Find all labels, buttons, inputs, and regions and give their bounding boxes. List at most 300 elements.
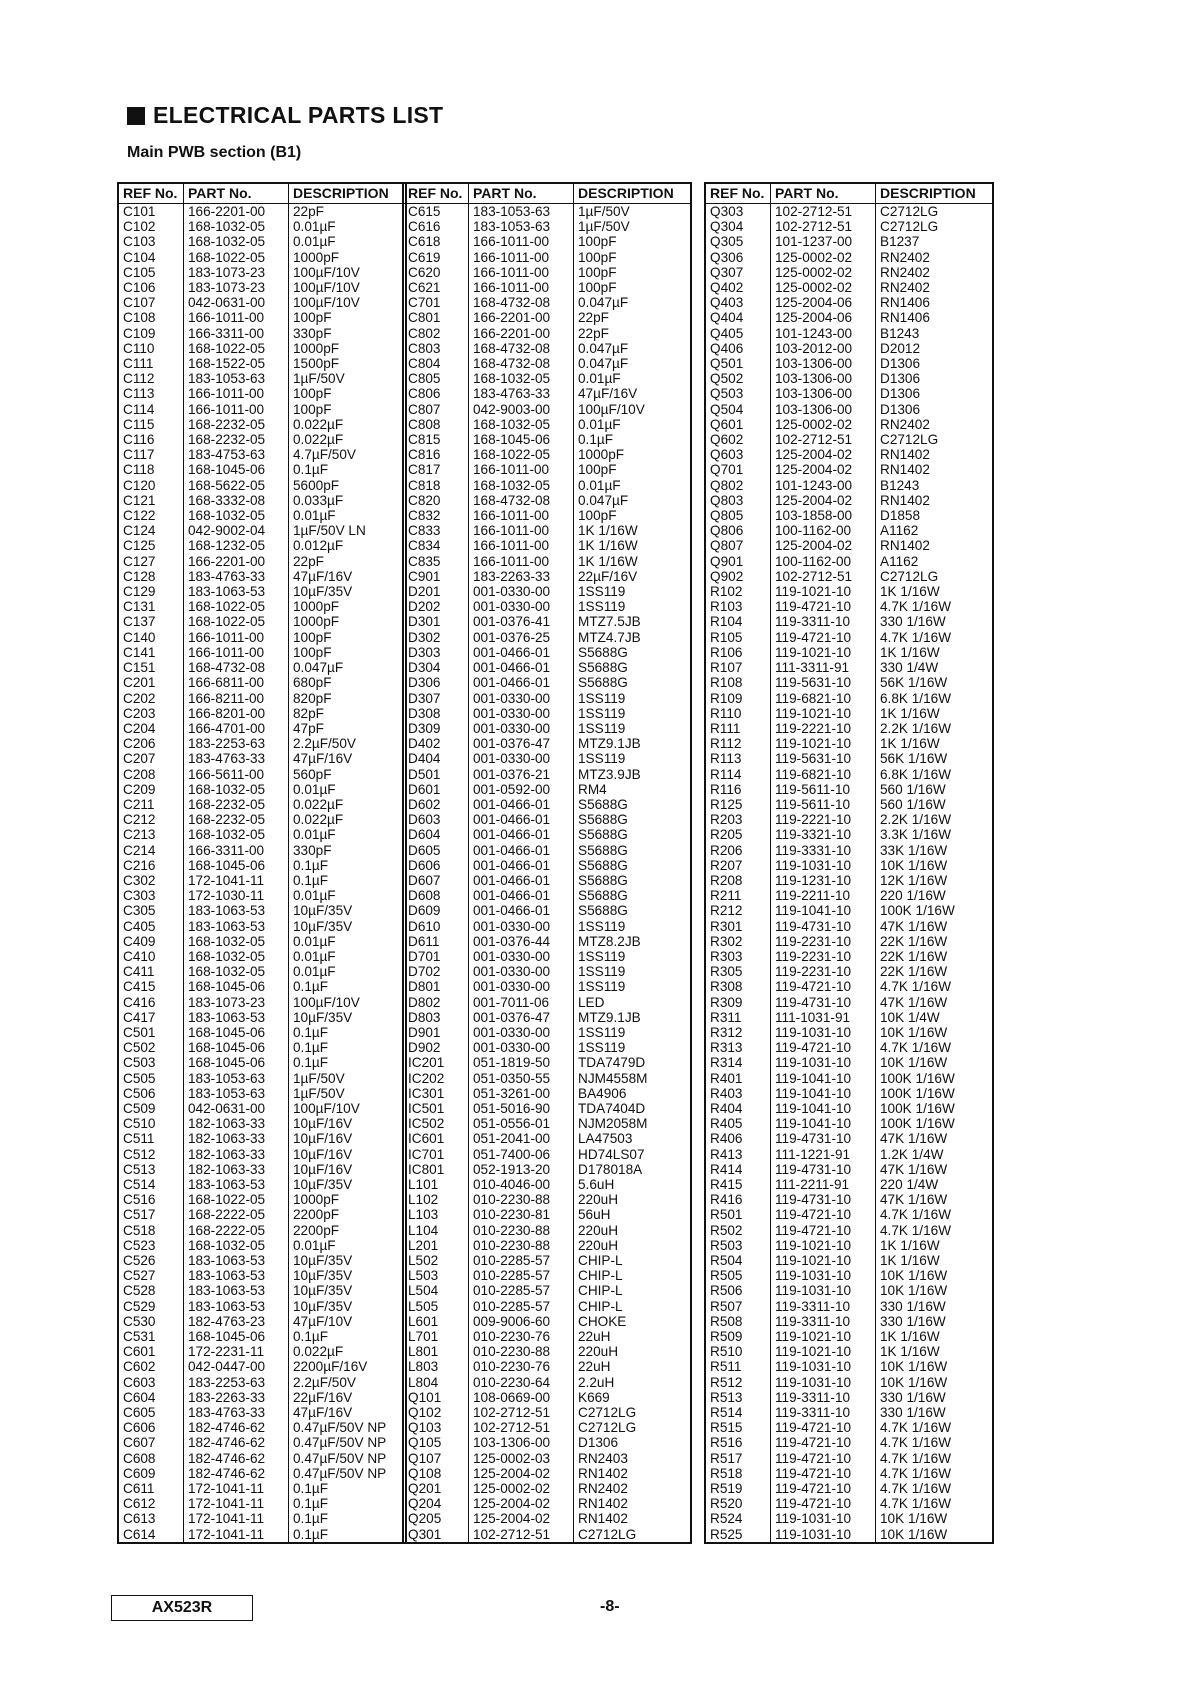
description-cell: 0.022µF [293,812,344,828]
part-no-cell: 001-0466-01 [469,843,574,858]
ref-no-cell: R206 [706,843,771,858]
table-row [706,1299,992,1314]
part-no-cell: 119-4721-10 [771,1451,876,1466]
table-row [706,797,992,812]
description-cell: 0.01µF [293,219,336,235]
table-row [119,1055,405,1070]
description-cell: 10µF/35V [293,1253,353,1269]
description-cell: 0.1µF [293,1055,329,1071]
table-row [119,1010,405,1025]
part-no-cell: 168-2232-05 [184,812,289,827]
table-row [404,356,690,371]
table-row [706,1344,992,1359]
description-cell: 4.7K 1/16W [880,979,952,995]
description-cell: 330 1/4W [880,660,939,676]
table-row [706,584,992,599]
part-no-cell: 119-3311-10 [771,1390,876,1405]
part-no-cell: 183-1063-53 [184,1299,289,1314]
part-no-cell: 168-1045-06 [469,432,574,447]
table-row [119,478,405,493]
ref-no-cell: L201 [404,1238,469,1253]
ref-no-cell: D611 [404,934,469,949]
table-row [119,371,405,386]
table-row [706,675,992,690]
table-row [706,432,992,447]
part-no-cell: 001-7011-06 [469,995,574,1010]
description-cell: 100pF [293,401,332,417]
table-row [404,204,690,220]
description-cell: 0.047µF [578,356,629,372]
ref-no-cell: C116 [119,432,184,447]
ref-no-cell: C124 [119,523,184,538]
ref-no-cell: R511 [706,1359,771,1374]
table-row [119,265,405,280]
ref-no-cell: C201 [119,675,184,690]
description-cell: 47K 1/16W [880,918,948,934]
part-no-cell: 166-1011-00 [469,234,574,249]
description-cell: 0.047µF [578,492,629,508]
description-cell: RN1406 [880,295,930,311]
description-cell: 56K 1/16W [880,675,948,691]
column-header: REF No. [404,184,469,204]
ref-no-cell: R505 [706,1268,771,1283]
part-no-cell: 111-1221-91 [771,1147,876,1162]
description-cell: RN1402 [578,1496,628,1512]
table-row [404,797,690,812]
description-cell: 47µF/16V [293,1405,353,1421]
description-cell: RN1406 [880,310,930,326]
description-cell: 100pF [578,264,617,280]
description-cell: 330 1/16W [880,1313,946,1329]
description-cell: 100K 1/16W [880,1070,955,1086]
ref-no-cell: R311 [706,1010,771,1025]
ref-no-cell: R509 [706,1329,771,1344]
part-no-cell: 168-1032-05 [469,417,574,432]
ref-no-cell: R514 [706,1405,771,1420]
description-cell: 0.47µF/50V NP [293,1420,387,1436]
table-row [706,630,992,645]
table-row [706,1253,992,1268]
table-row [404,782,690,797]
part-no-cell: 001-0466-01 [469,675,574,690]
part-no-cell: 001-0466-01 [469,827,574,842]
description-cell: 1µF/50V [578,204,630,219]
part-no-cell: 111-1031-91 [771,1010,876,1025]
part-no-cell: 119-1031-10 [771,1055,876,1070]
description-cell: RM4 [578,781,607,797]
part-no-cell: 183-2263-33 [469,569,574,584]
part-no-cell: 010-2230-76 [469,1359,574,1374]
description-cell: 220uH [578,1344,619,1360]
description-cell: 0.1µF [293,1496,329,1512]
ref-no-cell: R109 [706,691,771,706]
ref-no-cell: D604 [404,827,469,842]
part-no-cell: 119-4731-10 [771,919,876,934]
part-no-cell: 001-0330-00 [469,721,574,736]
ref-no-cell: C131 [119,599,184,614]
ref-no-cell: C501 [119,1025,184,1040]
description-cell: 1SS119 [578,599,626,615]
ref-no-cell: C409 [119,934,184,949]
ref-no-cell: Q103 [404,1420,469,1435]
ref-no-cell: D702 [404,964,469,979]
ref-no-cell: D308 [404,706,469,721]
description-cell: 4.7µF/50V [293,447,356,463]
description-cell: 0.022µF [293,432,344,448]
description-cell: 2.2µF/50V [293,1374,356,1390]
ref-no-cell: C802 [404,326,469,341]
part-no-cell: 111-2211-91 [771,1177,876,1192]
part-no-cell: 051-0556-01 [469,1116,574,1131]
table-row [404,371,690,386]
ref-no-cell: C512 [119,1147,184,1162]
description-cell: 100pF [578,249,617,265]
description-cell: D1306 [880,356,921,372]
part-no-cell: 166-3311-00 [184,326,289,341]
table-row [119,386,405,401]
part-no-cell: 182-4746-62 [184,1451,289,1466]
description-cell: RN2402 [880,280,930,296]
table-row [706,964,992,979]
part-no-cell: 102-2712-51 [771,219,876,234]
ref-no-cell: C207 [119,751,184,766]
table-row [119,1086,405,1101]
part-no-cell: 182-1063-33 [184,1131,289,1146]
table-row [404,691,690,706]
part-no-cell: 119-1031-10 [771,1511,876,1526]
description-cell: S5688G [578,888,628,904]
description-cell: 10µF/35V [293,1177,353,1192]
part-no-cell: 119-1021-10 [771,584,876,599]
table-row [706,250,992,265]
table-row [706,1040,992,1055]
part-no-cell: 102-2712-51 [469,1420,574,1435]
description-cell: 4.7K 1/16W [880,1207,952,1223]
description-cell: 1SS119 [578,964,626,980]
description-cell: 1µF/50V [293,371,345,387]
description-cell: 1SS119 [578,1024,626,1040]
ref-no-cell: R506 [706,1283,771,1298]
part-no-cell: 168-1032-05 [184,1238,289,1253]
description-cell: D1306 [880,371,921,387]
part-no-cell: 168-4732-08 [469,356,574,371]
description-cell: RN2402 [578,1481,628,1497]
table-row [404,995,690,1010]
column-header: PART No. [469,184,574,204]
table-row [119,554,405,569]
ref-no-cell: D609 [404,903,469,918]
part-no-cell: 172-1041-11 [184,1496,289,1511]
description-cell: 1.2K 1/4W [880,1146,944,1162]
part-no-cell: 119-1031-10 [771,1025,876,1040]
description-cell: 100K 1/16W [880,1100,955,1116]
ref-no-cell: C151 [119,660,184,675]
table-row [119,1162,405,1177]
table-row [119,1511,405,1526]
description-cell: C2712LG [880,432,939,448]
ref-no-cell: C103 [119,234,184,249]
table-row [404,1192,690,1207]
table-row [706,1086,992,1101]
table-row [119,523,405,538]
description-cell: RN1402 [880,492,930,508]
part-no-cell: 010-2230-81 [469,1207,574,1222]
table-row [119,843,405,858]
table-row [706,873,992,888]
ref-no-cell: D902 [404,1040,469,1055]
ref-no-cell: C140 [119,630,184,645]
description-cell: 2.2K 1/16W [880,720,952,736]
part-no-cell: 125-0002-02 [771,250,876,265]
ref-no-cell: Q305 [706,234,771,249]
part-no-cell: 168-4732-08 [184,660,289,675]
table-row [706,280,992,295]
part-no-cell: 182-4763-23 [184,1314,289,1329]
part-no-cell: 119-1021-10 [771,1253,876,1268]
description-cell: 1µF/50V [578,219,630,235]
table-row [119,751,405,766]
part-no-cell: 168-1032-05 [184,219,289,234]
part-no-cell: 042-9003-00 [469,402,574,417]
ref-no-cell: C502 [119,1040,184,1055]
ref-no-cell: R513 [706,1390,771,1405]
ref-no-cell: C128 [119,569,184,584]
table-row [404,1086,690,1101]
part-no-cell: 166-5611-00 [184,767,289,782]
description-cell: 330 1/16W [880,1405,946,1421]
part-no-cell: 119-3311-10 [771,1299,876,1314]
part-no-cell: 119-3311-10 [771,1314,876,1329]
table-row [404,675,690,690]
description-cell: MTZ8.2JB [578,933,641,949]
part-no-cell: 168-1032-05 [469,371,574,386]
table-row [706,1283,992,1298]
ref-no-cell: C619 [404,250,469,265]
column-header: DESCRIPTION [876,184,993,204]
table-row [119,949,405,964]
table-row [706,1162,992,1177]
parts-table-1 [117,182,407,1544]
ref-no-cell: D303 [404,645,469,660]
part-no-cell: 119-5611-10 [771,782,876,797]
part-no-cell: 168-1045-06 [184,1329,289,1344]
part-no-cell: 001-0376-25 [469,630,574,645]
description-cell: LED [578,994,605,1010]
part-no-cell: 119-4731-10 [771,995,876,1010]
table-row [119,1435,405,1450]
ref-no-cell: Q803 [706,493,771,508]
part-no-cell: 183-1063-53 [184,1010,289,1025]
table-row [404,341,690,356]
table-row [706,508,992,523]
table-row [404,1207,690,1222]
table-row [404,1481,690,1496]
description-cell: RN2402 [880,249,930,265]
ref-no-cell: R501 [706,1207,771,1222]
part-no-cell: 183-2253-63 [184,1375,289,1390]
part-no-cell: 001-0330-00 [469,964,574,979]
description-cell: 330 1/16W [880,1298,946,1314]
table-row [119,326,405,341]
description-cell: 47µF/16V [578,386,638,402]
table-row [119,1223,405,1238]
table-row [706,934,992,949]
part-no-cell: 119-1021-10 [771,645,876,660]
table-row [706,919,992,934]
table-row [119,219,405,234]
page-title [127,102,443,129]
table-row [706,888,992,903]
table-row [119,1192,405,1207]
description-cell: 100pF [293,629,332,645]
part-no-cell: 042-0631-00 [184,295,289,310]
table-row [119,204,405,220]
ref-no-cell: R520 [706,1496,771,1511]
table-row [119,964,405,979]
part-no-cell: 166-1011-00 [184,630,289,645]
ref-no-cell: Q107 [404,1451,469,1466]
ref-no-cell: Q902 [706,569,771,584]
description-cell: 10µF/16V [293,1161,353,1177]
ref-no-cell: C104 [119,250,184,265]
part-no-cell: 168-1045-06 [184,462,289,477]
ref-no-cell: R414 [706,1162,771,1177]
part-no-cell: 119-6821-10 [771,691,876,706]
description-cell: 0.01µF [578,477,621,493]
table-row [706,660,992,675]
table-row [119,1147,405,1162]
part-no-cell: 119-4731-10 [771,1192,876,1207]
part-no-cell: 119-1021-10 [771,706,876,721]
part-no-cell: 168-1022-05 [469,447,574,462]
part-no-cell: 119-3331-10 [771,843,876,858]
part-no-cell: 168-1232-05 [184,538,289,553]
ref-no-cell: C803 [404,341,469,356]
description-cell: 0.022µF [293,416,344,432]
part-no-cell: 119-4721-10 [771,1496,876,1511]
table-row [119,614,405,629]
ref-no-cell: R112 [706,736,771,751]
table-row [706,1511,992,1526]
table-row [706,1405,992,1420]
ref-no-cell: C602 [119,1359,184,1374]
table-row [119,1344,405,1359]
description-cell: C2712LG [578,1420,637,1436]
description-cell: S5688G [578,675,628,691]
part-no-cell: 119-3321-10 [771,827,876,842]
table-row [706,554,992,569]
ref-no-cell: C604 [119,1390,184,1405]
part-no-cell: 125-2004-06 [771,295,876,310]
parts-table [706,184,992,1542]
part-no-cell: 051-3261-00 [469,1086,574,1101]
description-cell: NJM4558M [578,1070,648,1086]
ref-no-cell: D607 [404,873,469,888]
description-cell: 100µF/10V [293,295,360,311]
ref-no-cell: D302 [404,630,469,645]
part-no-cell: 119-4731-10 [771,1131,876,1146]
table-row [706,691,992,706]
description-cell: 4.7K 1/16W [880,1481,952,1497]
page-title-text: ELECTRICAL PARTS LIST [153,102,444,128]
description-cell: 2.2uH [578,1374,615,1390]
part-no-cell: 183-1053-63 [184,371,289,386]
ref-no-cell: C614 [119,1527,184,1542]
table-row [404,1527,690,1542]
table-row [404,949,690,964]
table-row [404,614,690,629]
description-cell: 0.1µF [293,979,329,995]
part-no-cell: 101-1243-00 [771,326,876,341]
part-no-cell: 103-1858-00 [771,508,876,523]
description-cell: 47µF/10V [293,1313,353,1329]
part-no-cell: 125-0002-02 [771,280,876,295]
table-row [706,1238,992,1253]
part-no-cell: 172-1041-11 [184,1481,289,1496]
table-row [404,1010,690,1025]
ref-no-cell: Q403 [706,295,771,310]
description-cell: 0.1µF [293,872,329,888]
part-no-cell: 119-4721-10 [771,599,876,614]
ref-no-cell: C601 [119,1344,184,1359]
ref-no-cell: C111 [119,356,184,371]
part-no-cell: 125-0002-02 [469,1481,574,1496]
table-row [119,782,405,797]
table-row [404,645,690,660]
ref-no-cell: R312 [706,1025,771,1040]
ref-no-cell: C528 [119,1283,184,1298]
ref-no-cell: C209 [119,782,184,797]
table-row [404,250,690,265]
ref-no-cell: C603 [119,1375,184,1390]
ref-no-cell: C834 [404,538,469,553]
part-no-cell: 102-2712-51 [771,569,876,584]
description-cell: 0.1µF [293,1024,329,1040]
part-no-cell: 168-1045-06 [184,979,289,994]
part-no-cell: 042-0631-00 [184,1101,289,1116]
description-cell: 1SS119 [578,584,626,600]
part-no-cell: 183-1063-53 [184,919,289,934]
ref-no-cell: C305 [119,903,184,918]
table-row [119,280,405,295]
column-header: DESCRIPTION [289,184,406,204]
table-row [706,706,992,721]
ref-no-cell: Q502 [706,371,771,386]
table-row [119,1314,405,1329]
part-no-cell: 001-0376-47 [469,1010,574,1025]
ref-no-cell: C618 [404,234,469,249]
description-cell: 22µF/16V [293,1389,353,1405]
part-no-cell: 001-0466-01 [469,888,574,903]
table-row [404,660,690,675]
table-row [404,1283,690,1298]
table-row [404,1131,690,1146]
part-no-cell: 168-1522-05 [184,356,289,371]
ref-no-cell: Q402 [706,280,771,295]
part-no-cell: 168-1045-06 [184,858,289,873]
table-row [119,1283,405,1298]
table-row [119,979,405,994]
description-cell: 1K 1/16W [880,1237,940,1253]
description-cell: NJM2058M [578,1116,648,1132]
table-row [706,1147,992,1162]
part-no-cell: 168-1045-06 [184,1025,289,1040]
description-cell: 2200µF/16V [293,1359,368,1375]
table-row [404,1299,690,1314]
part-no-cell: 001-0466-01 [469,812,574,827]
table-row [404,234,690,249]
description-cell: 1SS119 [578,948,626,964]
